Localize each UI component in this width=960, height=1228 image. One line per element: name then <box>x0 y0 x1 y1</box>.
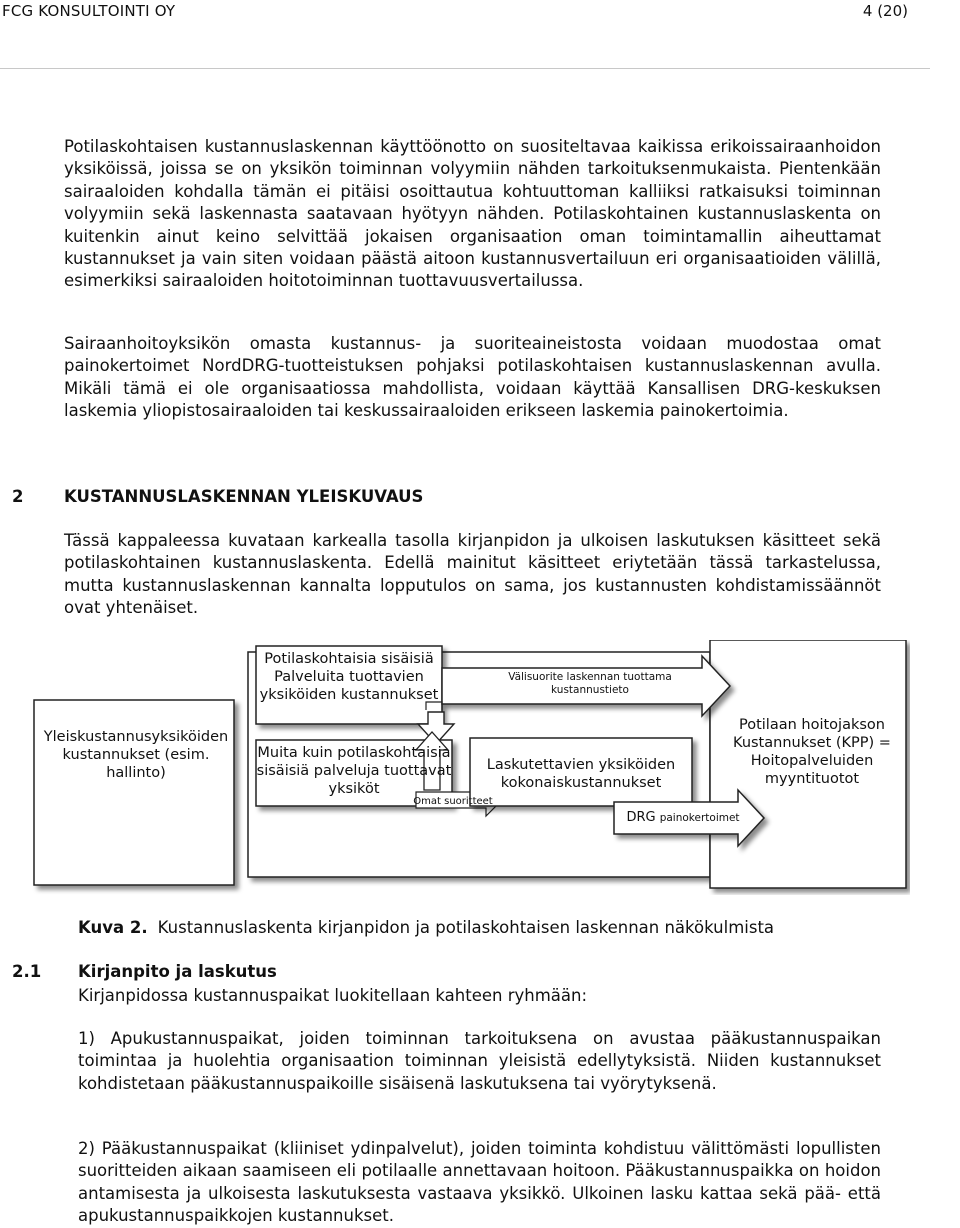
section-2-paragraph: Tässä kappaleessa kuvataan karkealla tasolla kirjanpidon ja ulkoisen laskutuksen käsitteet sekä potilaskohtainen kustannuslaskenta. Edellä mainitut käsitteet eriytetään tässä tarkastelussa, mutta kustannuslaskennan kannalta lopputulos on sama, jos kustannusten kohdistamissäännöt ovat yhtenäiset. <box>64 531 881 618</box>
patient-units-label: Potilaskohtaisia sisäisiä Palveluita tuottavien yksiköiden kustannukset <box>259 651 439 703</box>
page-header <box>0 0 930 69</box>
section-21-item-1: 1) Apukustannuspaikat, joiden toiminnan tarkoituksena on avustaa pääkustannuspaikan toimintaa ja huolehtia organisaation toiminnan yleisistä edellytyksistä. Niiden kustannukset kohdistetaan pääkustannuspaikoille sisäisenä laskutuksena tai vyörytyksenä. <box>78 1029 881 1093</box>
drg-weights-text: painokertoimet <box>659 812 740 824</box>
section-2-heading <box>12 487 423 506</box>
general-units-label: Yleiskustannusyksiköiden kustannukset (esim. hallinto) <box>43 729 229 781</box>
own-outputs-label: Omat suoritteet <box>413 796 493 807</box>
section-21-number: 2.1 <box>12 962 42 981</box>
drg-text: DRG <box>626 810 656 825</box>
section-21-heading <box>12 962 277 981</box>
figure-caption <box>78 918 774 937</box>
episode-label: Potilaan hoitojakson Kustannukset (KPP) = Hoitopalveluiden myyntituotot <box>733 717 891 787</box>
section-21-intro: Kirjanpidossa kustannuspaikat luokitellaan kahteen ryhmään: <box>78 986 588 1005</box>
section-21-item-2: 2) Pääkustannuspaikat (kliiniset ydinpalvelut), joiden toiminta kohdistuu välittömästi lopullisten suoritteiden aikaan saamiseen eli potilaalle annettavaan hoitoon. Pääkustannuspaikka on hoidon antamisesta ja ulkoisesta laskutuksesta vastaava yksikkö. Ulkoinen lasku kattaa sekä pää- että apukustannuspaikkojen kustannukset. <box>78 1139 881 1226</box>
billable-label: Laskutettavien yksiköiden kokonaiskustannukset <box>486 757 676 791</box>
cost-flow-diagram <box>30 640 910 895</box>
intro-paragraph-2: Sairaanhoitoyksikön omasta kustannus- ja suoriteaineistosta voidaan muodostaa omat painokertoimet NordDRG-tuotteistuksen pohjaksi potilaskohtaisen kustannuslaskennan avulla. Mikäli tämä ei ole organisaatiossa mahdollista, voidaan käyttää Kansallisen DRG-keskuksen laskemia yliopistosairaaloiden tai keskussairaaloiden erikseen laskemia painokertoimia. <box>64 334 881 421</box>
company-name: FCG KONSULTOINTI OY <box>2 2 176 20</box>
section-21-title: Kirjanpito ja laskutus <box>78 962 277 981</box>
intro-paragraph-1: Potilaskohtaisen kustannuslaskennan käyttöönotto on suositeltavaa kaikissa erikoissairaanhoidon yksiköissä, joissa se on yksikön toiminnan volyymiin nähden tarkoituksenmukaista. Pientenkään sairaaloiden kohdalla tämän ei pitäisi osoittautua kohtuuttoman kalliiksi ratkaisuksi toiminnan volyymiin sekä laskennasta saatavaan hyötyyn nähden. Potilaskohtainen kustannuslaskenta on kuitenkin ainut keino selvittää jokaisen organisaation oman toimintamallin aiheuttamat kustannukset ja vain siten voidaan päästä aitoon kustannusvertailuun eri organisaatioiden välillä, esimerkiksi sairaaloiden hoitotoiminnan tuottavuusvertailussa. <box>64 137 881 291</box>
intermediate-label: Välisuorite laskennan tuottama kustannustieto <box>508 671 672 696</box>
page-number: 4 (20) <box>862 2 908 20</box>
drg-label <box>622 809 744 827</box>
section-2-title: KUSTANNUSLASKENNAN YLEISKUVAUS <box>64 487 424 506</box>
caption-label: Kuva 2. <box>78 918 148 937</box>
section-2-number: 2 <box>12 487 24 506</box>
other-units-label: Muita kuin potilaskohtaisia sisäisiä palveluja tuottavat yksiköt <box>256 745 452 797</box>
caption-text: Kustannuslaskenta kirjanpidon ja potilaskohtaisen laskennan näkökulmista <box>157 918 775 937</box>
